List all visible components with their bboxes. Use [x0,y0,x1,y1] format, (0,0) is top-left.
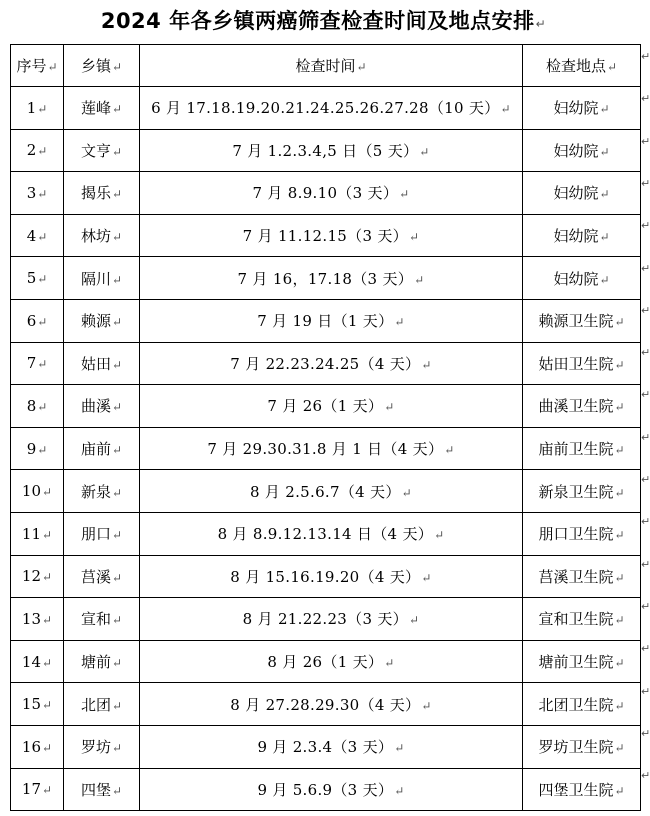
cell-town-text: 林坊 [80,227,111,246]
row-end-mark-icon: ↵ [641,769,650,783]
cell-time-text: 8 月 27.28.29.30（4 天） [230,695,421,714]
paragraph-mark-icon: ↵ [606,60,618,74]
cell-town [64,299,140,342]
cell-time-text: 8 月 26（1 天） [267,653,384,672]
paragraph-mark-icon: ↵ [111,783,123,798]
cell-town-text: 罗坊 [80,738,111,757]
paragraph-mark-icon: ↵ [111,315,123,330]
cell-town [64,470,140,513]
cell-no-text: 5 [26,269,37,288]
cell-no [11,214,64,257]
cell-no-text: 6 [26,311,37,330]
paragraph-mark-icon: ↵ [42,527,53,542]
cell-place [523,768,641,811]
cell-time [140,342,523,385]
header-place: 检查地点↵ [523,45,641,87]
table-row [11,342,641,385]
table-row [11,725,641,768]
paragraph-mark-icon: ↵ [42,655,53,670]
cell-no-text: 3 [26,183,37,202]
header-no: 序号↵ [11,45,64,87]
cell-time [140,172,523,215]
cell-town [64,87,140,130]
paragraph-mark-icon: ↵ [614,357,625,372]
cell-time [140,427,523,470]
cell-time-text: 7 月 16，17.18（3 天） [237,269,414,288]
row-end-mark-icon: ↵ [641,473,650,486]
table-row [11,257,641,300]
cell-place [523,257,641,300]
row-end-mark-icon: ↵ [641,303,650,317]
cell-time-text: 7 月 1.2.3.4,5 日（5 天） [232,141,419,160]
row-end-mark-icon: ↵ [641,50,650,63]
cell-place [523,214,641,257]
cell-place-text: 妇幼院 [553,184,599,203]
cell-no-text: 4 [26,226,37,245]
cell-no [11,427,64,470]
cell-town-text: 莒溪 [80,567,111,586]
cell-no-text: 16 [21,737,42,756]
cell-place [523,385,641,428]
cell-place-text: 妇幼院 [553,269,599,288]
paragraph-mark-icon: ↵ [394,741,405,756]
paragraph-mark-icon: ↵ [42,612,53,627]
paragraph-mark-icon: ↵ [444,443,455,458]
cell-place-text: 妇幼院 [553,227,599,246]
cell-place-text: 妇幼院 [553,99,599,118]
cell-place-text: 四堡卫生院 [538,780,614,799]
row-end-mark-icon: ↵ [641,261,650,275]
cell-town-text: 北团 [80,695,111,714]
cell-time-text: 7 月 11.12.15（3 天） [242,227,408,246]
cell-town-text: 四堡 [80,780,111,799]
cell-town [64,598,140,641]
cell-place [523,427,641,470]
table-row [11,172,641,215]
cell-no [11,299,64,342]
cell-no [11,342,64,385]
cell-place [523,87,641,130]
paragraph-mark-icon: ↵ [599,102,610,117]
cell-time [140,555,523,598]
paragraph-mark-icon: ↵ [384,656,395,671]
cell-town [64,768,140,811]
cell-town [64,683,140,726]
paragraph-mark-icon: ↵ [37,272,48,287]
paragraph-mark-icon: ↵ [419,144,430,159]
paragraph-mark-icon: ↵ [421,357,432,372]
cell-town [64,725,140,768]
paragraph-mark-icon: ↵ [42,698,53,713]
paragraph-mark-icon: ↵ [614,613,625,628]
cell-time [140,299,523,342]
cell-place [523,470,641,513]
paragraph-mark-icon: ↵ [614,443,625,458]
cell-town-text: 曲溪 [80,397,111,416]
cell-town-text: 新泉 [80,482,111,501]
cell-no-text: 10 [21,482,42,501]
cell-place [523,640,641,683]
row-end-mark-icon: ↵ [641,176,650,190]
cell-town [64,512,140,555]
header-row [11,45,641,87]
paragraph-mark-icon: ↵ [401,485,413,500]
paragraph-mark-icon: ↵ [421,698,432,713]
paragraph-mark-icon: ↵ [614,485,625,500]
cell-town [64,427,140,470]
table-row [11,512,641,555]
paragraph-mark-icon: ↵ [614,783,625,798]
paragraph-mark-icon: ↵ [599,272,610,287]
cell-no-text: 7 [26,354,37,373]
paragraph-mark-icon: ↵ [111,656,123,671]
paragraph-mark-icon: ↵ [37,186,48,201]
paragraph-mark-icon: ↵ [408,230,420,245]
row-end-mark-icon: ↵ [641,430,650,444]
cell-time [140,598,523,641]
cell-time-text: 7 月 26（1 天） [267,397,384,416]
table-row [11,385,641,428]
cell-town [64,214,140,257]
paragraph-mark-icon: ↵ [111,144,123,159]
cell-place-text: 新泉卫生院 [538,482,614,501]
cell-no-text: 11 [21,524,42,543]
cell-no-text: 8 [26,396,37,415]
cell-place [523,172,641,215]
paragraph-mark-icon: ↵ [111,230,123,245]
paragraph-mark-icon: ↵ [434,528,445,543]
paragraph-mark-icon: ↵ [535,17,547,31]
row-end-mark-icon: ↵ [641,557,650,571]
cell-time [140,470,523,513]
table-row [11,299,641,342]
cell-time-text: 7 月 22.23.24.25（4 天） [230,354,421,373]
cell-town-text: 庙前 [80,440,111,459]
paragraph-mark-icon: ↵ [394,315,405,330]
cell-time-text: 7 月 29.30.31.8 月 1 日（4 天） [207,440,444,459]
cell-no-text: 12 [21,567,42,586]
paragraph-mark-icon: ↵ [37,357,48,372]
cell-time [140,257,523,300]
cell-town [64,129,140,172]
paragraph-mark-icon: ↵ [599,230,610,245]
cell-place-text: 塘前卫生院 [538,653,614,672]
paragraph-mark-icon: ↵ [37,442,48,457]
cell-place [523,299,641,342]
row-end-mark-icon: ↵ [641,726,650,740]
cell-no [11,257,64,300]
row-end-mark-icon: ↵ [641,388,650,402]
cell-town-text: 文亨 [80,141,111,160]
paragraph-mark-icon: ↵ [614,741,625,756]
cell-town [64,640,140,683]
cell-town-text: 莲峰 [80,99,111,118]
paragraph-mark-icon: ↵ [614,315,625,330]
cell-town [64,555,140,598]
row-end-mark-icon: ↵ [641,684,650,698]
cell-place-text: 姑田卫生院 [538,354,614,373]
paragraph-mark-icon: ↵ [42,570,53,585]
title-text: 2024 年各乡镇两癌筛查检查时间及地点安排 [100,9,535,33]
table-row [11,555,641,598]
cell-place [523,512,641,555]
cell-no-text: 14 [21,652,42,671]
cell-time [140,87,523,130]
paragraph-mark-icon: ↵ [421,570,432,585]
paragraph-mark-icon: ↵ [614,656,625,671]
cell-time-text: 6 月 17.18.19.20.21.24.25.26.27.28（10 天） [151,99,500,118]
row-end-mark-icon: ↵ [641,346,650,360]
paragraph-mark-icon: ↵ [111,400,123,415]
cell-place-text: 宣和卫生院 [538,610,614,629]
table-row [11,87,641,130]
table-row [11,470,641,513]
cell-no [11,385,64,428]
cell-no [11,725,64,768]
cell-place-text: 庙前卫生院 [538,440,614,459]
paragraph-mark-icon: ↵ [37,314,48,329]
cell-no-text: 13 [21,609,42,628]
cell-place-text: 罗坊卫生院 [538,738,614,757]
cell-place-text: 北团卫生院 [538,695,614,714]
cell-town-text: 宣和 [80,610,111,629]
cell-time-text: 7 月 8.9.10（3 天） [252,184,399,203]
cell-no-text: 9 [26,439,37,458]
paragraph-mark-icon: ↵ [614,528,625,543]
paragraph-mark-icon: ↵ [599,187,610,202]
paragraph-mark-icon: ↵ [47,60,58,74]
cell-town-text: 揭乐 [80,184,111,203]
cell-time-text: 8 月 21.22.23（3 天） [242,610,408,629]
cell-town [64,342,140,385]
cell-time-text: 8 月 8.9.12.13.14 日（4 天） [217,525,434,544]
cell-no [11,87,64,130]
header-town: 乡镇↵ [64,45,140,87]
table-row [11,427,641,470]
paragraph-mark-icon: ↵ [111,187,123,202]
table-row [11,129,641,172]
cell-no [11,640,64,683]
row-end-mark-icon: ↵ [641,642,650,656]
cell-no [11,555,64,598]
paragraph-mark-icon: ↵ [614,570,625,585]
cell-no-text: 1 [26,98,37,117]
cell-town-text: 赖源 [80,312,111,331]
paragraph-mark-icon: ↵ [37,229,48,244]
cell-no [11,683,64,726]
cell-place-text: 曲溪卫生院 [538,397,614,416]
schedule-table [10,44,641,811]
cell-place [523,683,641,726]
cell-town-text: 塘前 [80,653,111,672]
paragraph-mark-icon: ↵ [111,60,123,74]
cell-time-text: 8 月 2.5.6.7（4 天） [249,482,401,501]
cell-place [523,555,641,598]
paragraph-mark-icon: ↵ [37,399,48,414]
cell-place [523,129,641,172]
cell-place [523,725,641,768]
cell-town [64,172,140,215]
cell-time [140,640,523,683]
paragraph-mark-icon: ↵ [42,740,53,755]
cell-town [64,385,140,428]
table-row [11,768,641,811]
paragraph-mark-icon: ↵ [111,357,123,372]
paragraph-mark-icon: ↵ [111,528,123,543]
cell-place [523,598,641,641]
paragraph-mark-icon: ↵ [614,400,625,415]
cell-no-text: 15 [21,695,42,714]
paragraph-mark-icon: ↵ [414,272,425,287]
cell-no-text: 2 [26,141,37,160]
page-title [0,4,647,38]
paragraph-mark-icon: ↵ [111,741,123,756]
row-end-mark-icon: ↵ [641,219,650,233]
paragraph-mark-icon: ↵ [37,144,48,159]
cell-place-text: 莒溪卫生院 [538,567,614,586]
row-end-mark-icon: ↵ [641,515,650,529]
paragraph-mark-icon: ↵ [111,570,123,585]
cell-no [11,512,64,555]
cell-time [140,385,523,428]
cell-time-text: 9 月 2.3.4（3 天） [257,738,394,757]
cell-time [140,768,523,811]
cell-time [140,512,523,555]
paragraph-mark-icon: ↵ [111,102,123,117]
paragraph-mark-icon: ↵ [42,485,53,500]
cell-town-text: 朋口 [80,525,111,544]
paragraph-mark-icon: ↵ [599,144,610,159]
paragraph-mark-icon: ↵ [394,783,405,798]
cell-no [11,470,64,513]
cell-time [140,214,523,257]
cell-place-text: 妇幼院 [553,141,599,160]
cell-no-text: 17 [21,780,42,799]
table-row [11,214,641,257]
paragraph-mark-icon: ↵ [399,187,410,202]
table-row [11,683,641,726]
cell-no [11,172,64,215]
paragraph-mark-icon: ↵ [111,485,123,500]
paragraph-mark-icon: ↵ [111,698,123,713]
paragraph-mark-icon: ↵ [500,102,511,117]
cell-time-text: 9 月 5.6.9（3 天） [257,780,394,799]
row-end-mark-icon: ↵ [641,134,650,148]
paragraph-mark-icon: ↵ [408,613,420,628]
cell-town [64,257,140,300]
cell-time [140,683,523,726]
paragraph-mark-icon: ↵ [614,698,625,713]
cell-town-text: 姑田 [80,354,111,373]
cell-town-text: 隔川 [80,269,111,288]
cell-place [523,342,641,385]
table-row [11,640,641,683]
paragraph-mark-icon: ↵ [111,613,123,628]
table-body [11,87,641,811]
cell-no [11,598,64,641]
cell-time-text: 8 月 15.16.19.20（4 天） [230,567,421,586]
cell-no [11,768,64,811]
paragraph-mark-icon: ↵ [111,443,123,458]
cell-place-text: 朋口卫生院 [538,525,614,544]
paragraph-mark-icon: ↵ [42,783,53,798]
cell-no [11,129,64,172]
paragraph-mark-icon: ↵ [356,60,367,74]
header-time: 检查时间↵ [140,45,523,87]
paragraph-mark-icon: ↵ [384,400,395,415]
cell-time [140,725,523,768]
cell-time-text: 7 月 19 日（1 天） [257,312,394,331]
paragraph-mark-icon: ↵ [111,272,123,287]
cell-place-text: 赖源卫生院 [538,312,614,331]
table-row [11,598,641,641]
cell-time [140,129,523,172]
row-end-mark-icon: ↵ [641,599,650,613]
row-end-mark-icon: ↵ [641,92,650,106]
paragraph-mark-icon: ↵ [37,101,48,116]
